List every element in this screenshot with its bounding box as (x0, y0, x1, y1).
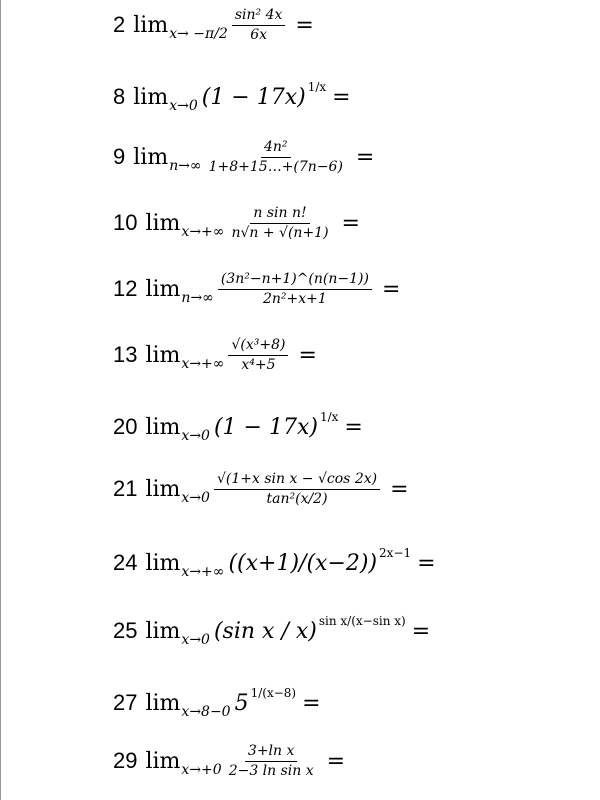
equals-sign: = (295, 12, 314, 38)
fraction (228, 204, 331, 243)
problem-number: 9 (113, 144, 126, 170)
numerator: sin² 4x (232, 6, 286, 26)
equals-sign: = (417, 550, 436, 576)
numerator: √(x³+8) (228, 336, 288, 356)
problem-number: 12 (113, 276, 138, 302)
limit-subscript: x→+∞ (181, 564, 225, 580)
equals-sign: = (332, 84, 351, 110)
limit-subscript: x→0 (181, 632, 210, 648)
limit-subscript: x→+0 (181, 762, 222, 779)
limit-row (113, 470, 409, 509)
equals-sign: = (298, 342, 317, 368)
limit-subscript: x→8−0 (181, 704, 231, 720)
base-expression: ((x+1)/(x−2)) (228, 550, 378, 576)
problem-number: 24 (113, 550, 138, 575)
limit-subscript: n→∞ (169, 158, 202, 175)
problem-number: 25 (113, 618, 138, 643)
limit-subscript: x→0 (181, 428, 210, 444)
exponent: 2x−1 (379, 546, 412, 560)
equals-sign: = (344, 414, 363, 440)
limit-subscript: x→0 (181, 490, 210, 507)
base-expression: (sin x / x) (213, 618, 317, 644)
equals-sign: = (326, 748, 346, 774)
problem-number: 27 (113, 690, 138, 715)
denominator: 6x (250, 26, 267, 43)
equals-sign: = (302, 690, 321, 716)
denominator: tan²(x/2) (266, 490, 328, 507)
fraction (206, 138, 346, 177)
lim-operator: lim (145, 476, 181, 502)
fraction (218, 270, 372, 309)
limit-row (113, 6, 314, 45)
exponent: 1/(x−8) (250, 686, 297, 700)
denominator: 2n²+x+1 (262, 290, 327, 307)
problem-number: 8 (113, 84, 126, 109)
problem-number: 29 (113, 748, 138, 774)
fraction (214, 470, 380, 509)
lim-operator: lim (145, 618, 181, 644)
denominator: 2−3 ln sin x (228, 762, 314, 779)
limit-row (113, 80, 351, 114)
lim-operator: lim (133, 84, 169, 110)
exponent: 1/x (307, 80, 327, 94)
limit-subscript: x→+∞ (181, 356, 225, 373)
limit-row (113, 138, 374, 177)
limit-subscript: x→+∞ (181, 224, 225, 241)
denominator: n√n + √(n+1) (231, 224, 329, 241)
limit-subscript: n→∞ (181, 290, 214, 307)
base-expression: 5 (234, 690, 249, 716)
limit-row (113, 336, 317, 375)
exponent: 1/x (319, 410, 339, 424)
base-expression: (1 − 17x) (201, 84, 306, 110)
denominator: x⁴+5 (241, 356, 276, 373)
limit-row (113, 270, 400, 309)
numerator: √(1+x sin x − √cos 2x) (214, 470, 380, 490)
numerator: 3+ln x (245, 742, 297, 762)
problem-number: 21 (113, 476, 138, 502)
lim-operator: lim (145, 210, 181, 236)
lim-operator: lim (145, 690, 181, 716)
lim-operator: lim (133, 144, 169, 170)
exponent: sin x/(x−sin x) (318, 614, 406, 628)
lim-operator: lim (145, 342, 181, 368)
numerator: n sin n! (250, 204, 309, 224)
lim-operator: lim (145, 748, 181, 774)
limit-row (113, 742, 345, 781)
limit-row (113, 614, 431, 648)
limit-row (113, 546, 436, 580)
equals-sign: = (390, 476, 409, 502)
problem-number: 20 (113, 414, 138, 439)
lim-operator: lim (133, 12, 169, 38)
base-expression: (1 − 17x) (213, 414, 318, 440)
limit-subscript: x→0 (169, 98, 198, 114)
problem-number: 2 (113, 12, 126, 38)
denominator: 1+8+15…+(7n−6) (208, 158, 343, 175)
fraction (232, 6, 286, 45)
lim-operator: lim (145, 414, 181, 440)
equals-sign: = (411, 618, 431, 644)
fraction (226, 742, 317, 781)
equals-sign: = (355, 144, 375, 170)
fraction (228, 336, 288, 375)
equals-sign: = (341, 210, 360, 236)
lim-operator: lim (145, 276, 181, 302)
limit-row (113, 686, 321, 720)
limit-row (113, 204, 360, 243)
problem-number: 13 (113, 342, 138, 368)
lim-operator: lim (145, 550, 181, 576)
numerator: 4n² (261, 138, 291, 158)
limit-row (113, 410, 363, 444)
problem-number: 10 (113, 210, 138, 236)
limit-subscript: x→ −π/2 (169, 26, 228, 43)
numerator: (3n²−n+1)^(n(n−1)) (218, 270, 372, 290)
equals-sign: = (381, 276, 401, 302)
